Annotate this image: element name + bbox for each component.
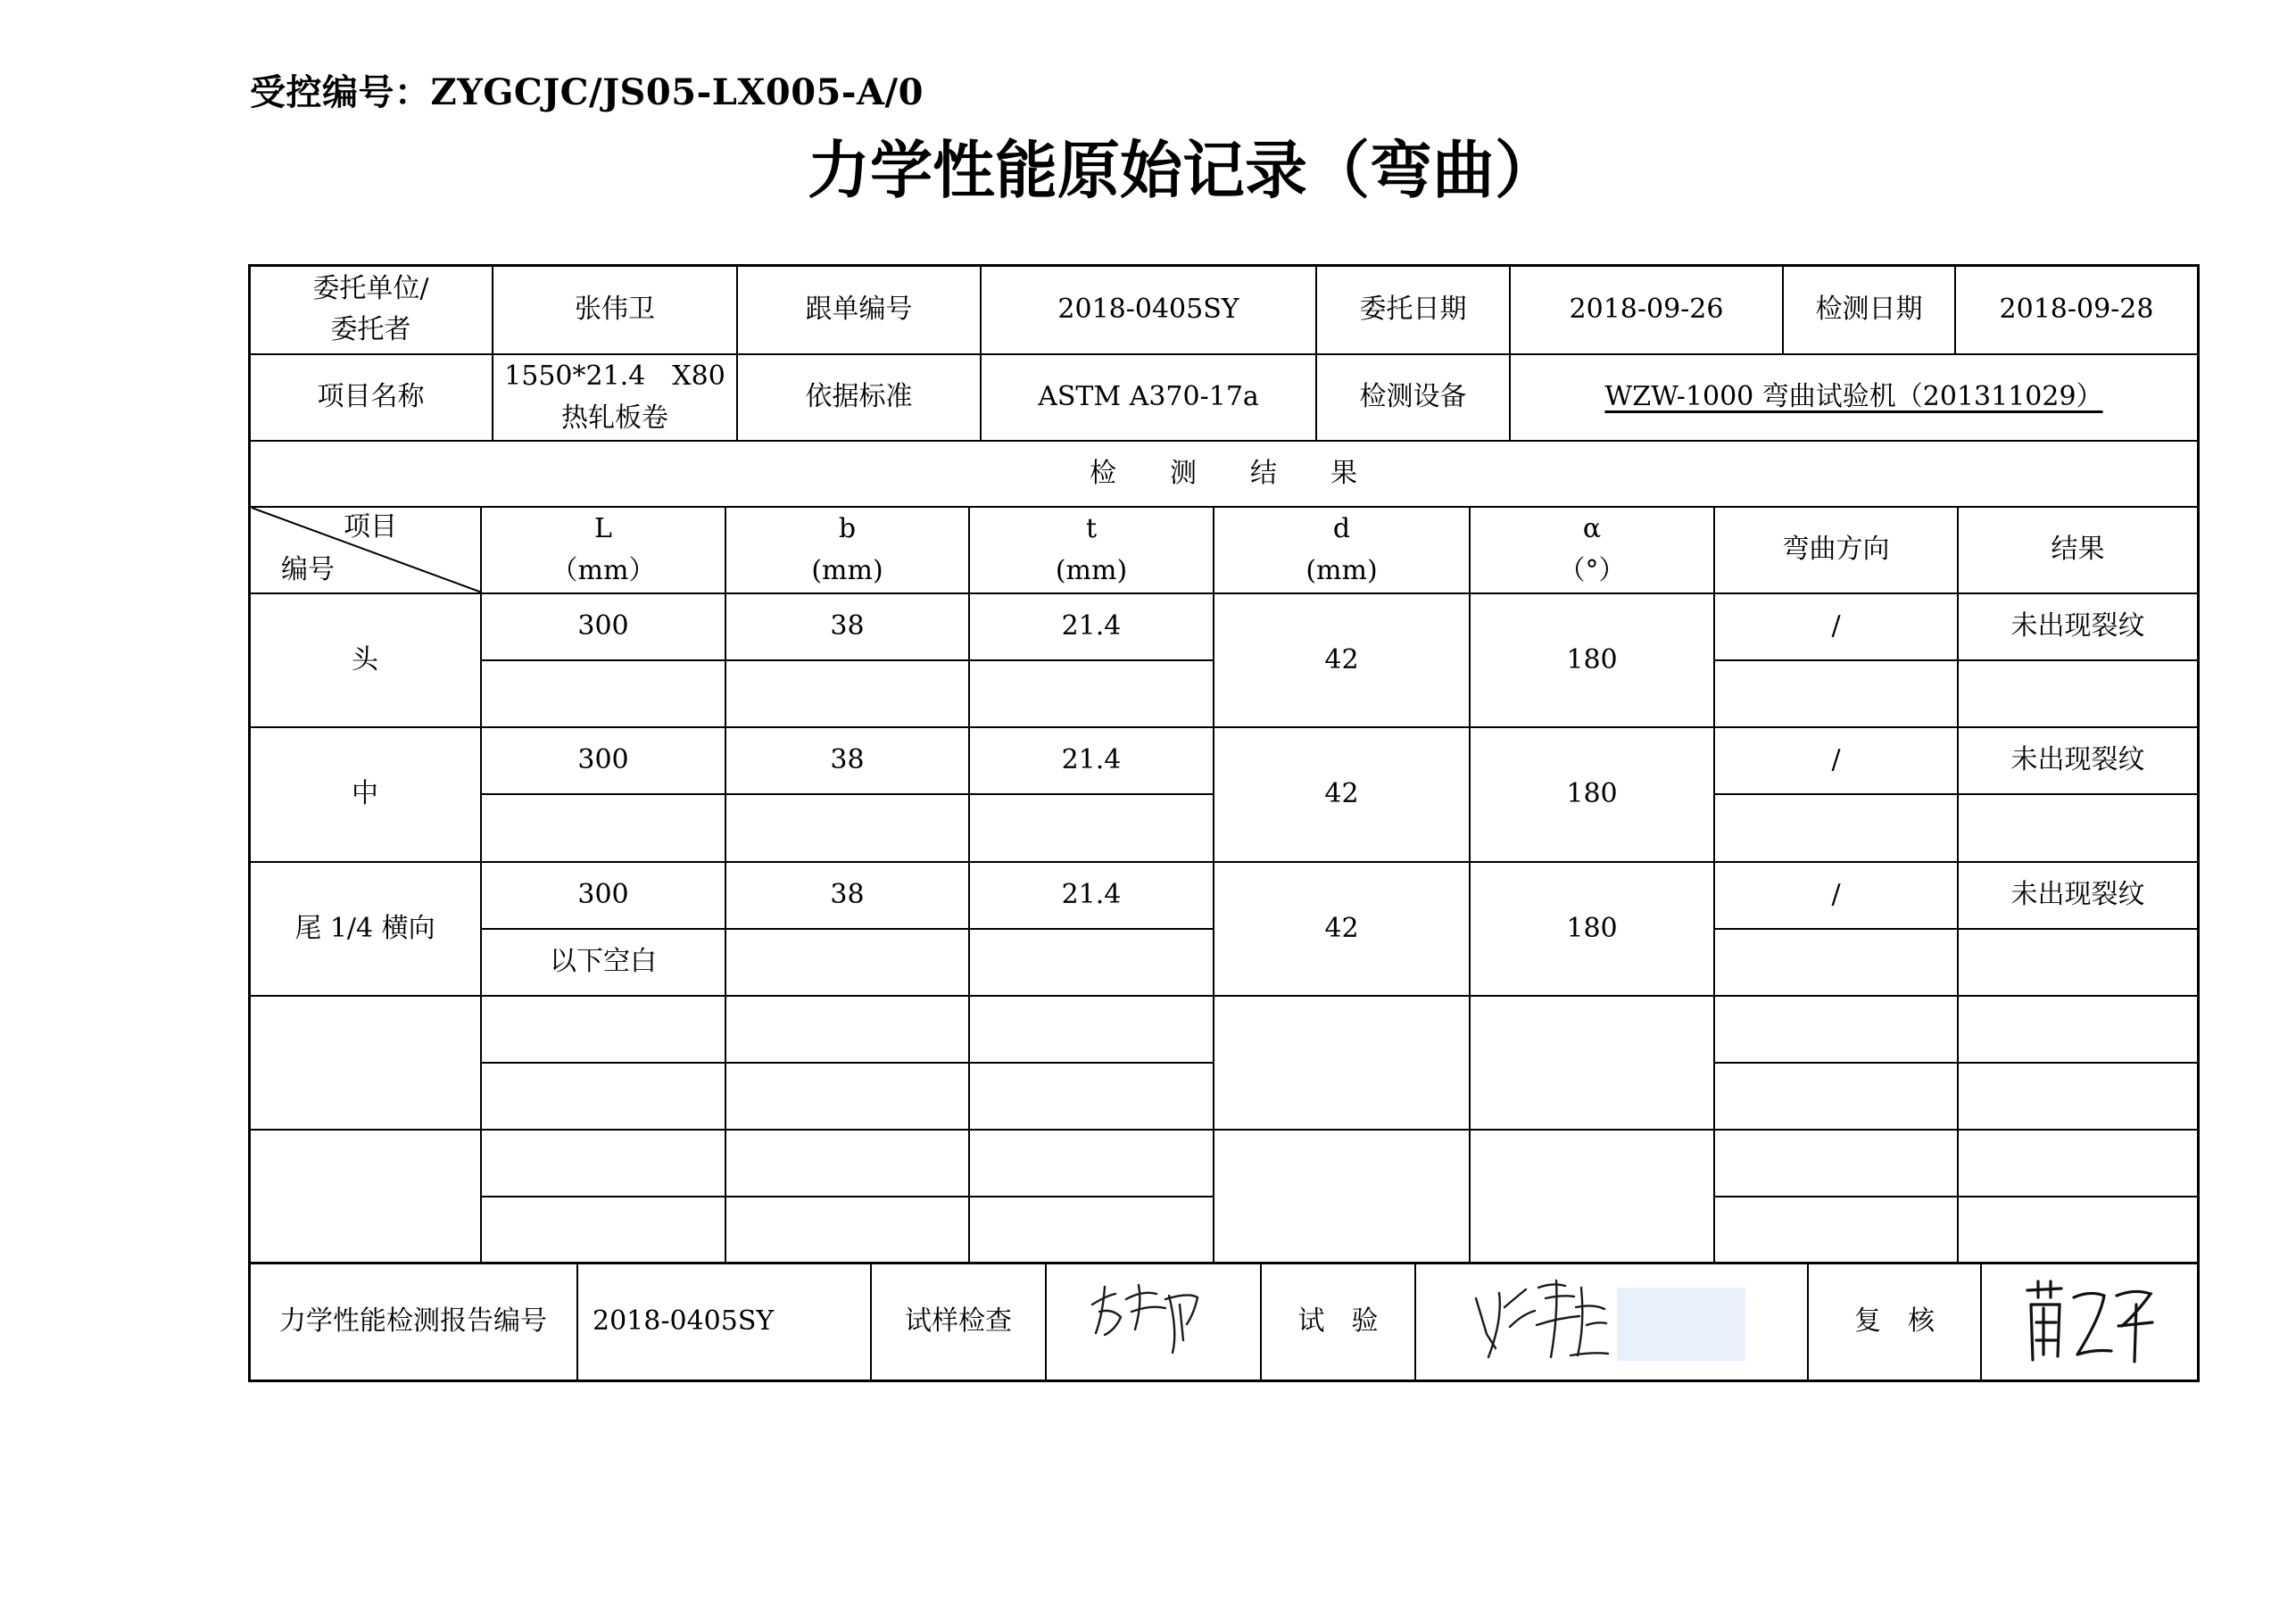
divider bbox=[1980, 1262, 1982, 1381]
report-no-value: 2018-0405SY bbox=[593, 1305, 775, 1338]
row-1-name: 头 bbox=[352, 643, 378, 675]
row-1-d: 42 bbox=[1324, 643, 1359, 675]
order-no-label: 跟单编号 bbox=[805, 293, 913, 325]
sample-check-label: 试样检查 bbox=[905, 1305, 1012, 1338]
col-d-unit: (mm) bbox=[1305, 554, 1378, 586]
equipment-label: 检测设备 bbox=[1359, 381, 1467, 413]
client-label-line1: 委托单位/ bbox=[312, 272, 429, 304]
project-label: 项目名称 bbox=[317, 381, 425, 413]
divider bbox=[1045, 1262, 1047, 1381]
commission-date-label: 委托日期 bbox=[1359, 293, 1467, 325]
row-3-result: 未出现裂纹 bbox=[2010, 879, 2145, 911]
tester-signature bbox=[1463, 1272, 1611, 1365]
row-2-direction: / bbox=[1831, 744, 1841, 776]
col-d-symbol: d bbox=[1332, 513, 1351, 544]
row-2-b: 38 bbox=[830, 744, 865, 776]
project-value-line2: 热轧板卷 bbox=[561, 402, 668, 434]
divider bbox=[248, 995, 2199, 997]
row-3-L: 300 bbox=[577, 879, 629, 911]
row-3-t: 21.4 bbox=[1061, 879, 1122, 911]
equipment-value-text: WZW-1000 弯曲试验机（201311029） bbox=[1604, 381, 2103, 413]
row-3-alpha: 180 bbox=[1566, 912, 1618, 944]
report-no-label: 力学性能检测报告编号 bbox=[279, 1305, 547, 1338]
row-2-alpha: 180 bbox=[1566, 778, 1618, 810]
row-2-d: 42 bbox=[1324, 778, 1359, 810]
col-t-unit: (mm) bbox=[1055, 554, 1128, 586]
col-header-d bbox=[1214, 508, 1469, 592]
table-border-bottom bbox=[248, 1380, 2199, 1382]
row-1-alpha: 180 bbox=[1566, 643, 1618, 675]
results-heading: 检 测 结 果 bbox=[1090, 457, 1357, 489]
header-number-label: 编号 bbox=[281, 553, 335, 585]
col-L-symbol: L bbox=[594, 513, 612, 544]
col-b-symbol: b bbox=[838, 513, 857, 544]
col-header-direction: 弯曲方向 bbox=[1782, 534, 1890, 566]
row-2-L: 300 bbox=[577, 744, 629, 776]
control-number: 受控编号：ZYGCJC/JS05-LX005-A/0 bbox=[250, 71, 924, 113]
col-header-L bbox=[482, 508, 725, 592]
row-1-L: 300 bbox=[577, 610, 629, 642]
divider bbox=[1414, 1262, 1416, 1381]
project-value-line1: 1550*21.4 X80 bbox=[504, 360, 725, 392]
row-2-result: 未出现裂纹 bbox=[2010, 744, 2145, 776]
blank-below-note: 以下空白 bbox=[550, 946, 657, 978]
col-alpha-symbol: α bbox=[1582, 513, 1602, 544]
sample-check-signature bbox=[1080, 1278, 1214, 1358]
divider bbox=[482, 659, 1214, 661]
col-header-t bbox=[970, 508, 1213, 592]
divider bbox=[482, 1062, 1214, 1064]
col-alpha-unit: （°） bbox=[1558, 554, 1626, 586]
client-label-line2: 委托者 bbox=[330, 314, 411, 345]
client-label bbox=[250, 266, 492, 353]
document-title: 力学性能原始记录（弯曲） bbox=[808, 134, 1557, 207]
col-b-unit: (mm) bbox=[811, 554, 883, 586]
commission-date-value: 2018-09-26 bbox=[1569, 293, 1724, 325]
row-1-b: 38 bbox=[830, 610, 865, 642]
reviewer-signature bbox=[2018, 1278, 2161, 1363]
row-3-b: 38 bbox=[830, 879, 865, 911]
test-date-label: 检测日期 bbox=[1815, 293, 1923, 325]
standard-value: ASTM A370-17a bbox=[1038, 381, 1259, 413]
divider bbox=[248, 1129, 2199, 1131]
col-header-alpha bbox=[1471, 508, 1713, 592]
test-date-value: 2018-09-28 bbox=[1999, 293, 2154, 325]
redacted-area bbox=[1617, 1288, 1745, 1361]
equipment-value bbox=[1511, 355, 2197, 440]
row-2-name: 中 bbox=[352, 778, 378, 810]
row-1-t: 21.4 bbox=[1061, 610, 1122, 642]
col-header-result: 结果 bbox=[2051, 534, 2105, 566]
standard-label: 依据标准 bbox=[805, 381, 913, 413]
table-border-right bbox=[2197, 264, 2200, 1382]
col-t-symbol: t bbox=[1085, 513, 1098, 544]
row-3-direction: / bbox=[1831, 879, 1841, 911]
row-3-d: 42 bbox=[1324, 912, 1359, 944]
row-1-direction: / bbox=[1831, 610, 1841, 642]
col-L-unit: （mm） bbox=[551, 554, 656, 586]
project-value bbox=[493, 355, 736, 440]
test-label: 试 验 bbox=[1297, 1305, 1379, 1338]
header-item-label: 项目 bbox=[344, 510, 397, 543]
divider bbox=[482, 793, 1214, 795]
row-1-result: 未出现裂纹 bbox=[2010, 610, 2145, 642]
client-value: 张伟卫 bbox=[575, 293, 655, 325]
col-header-b bbox=[726, 508, 968, 592]
divider bbox=[482, 1196, 1214, 1197]
row-2-t: 21.4 bbox=[1061, 744, 1122, 776]
row-3-name: 尾 1/4 横向 bbox=[294, 912, 435, 944]
order-no-value: 2018-0405SY bbox=[1057, 293, 1239, 325]
review-label: 复 核 bbox=[1854, 1305, 1935, 1338]
